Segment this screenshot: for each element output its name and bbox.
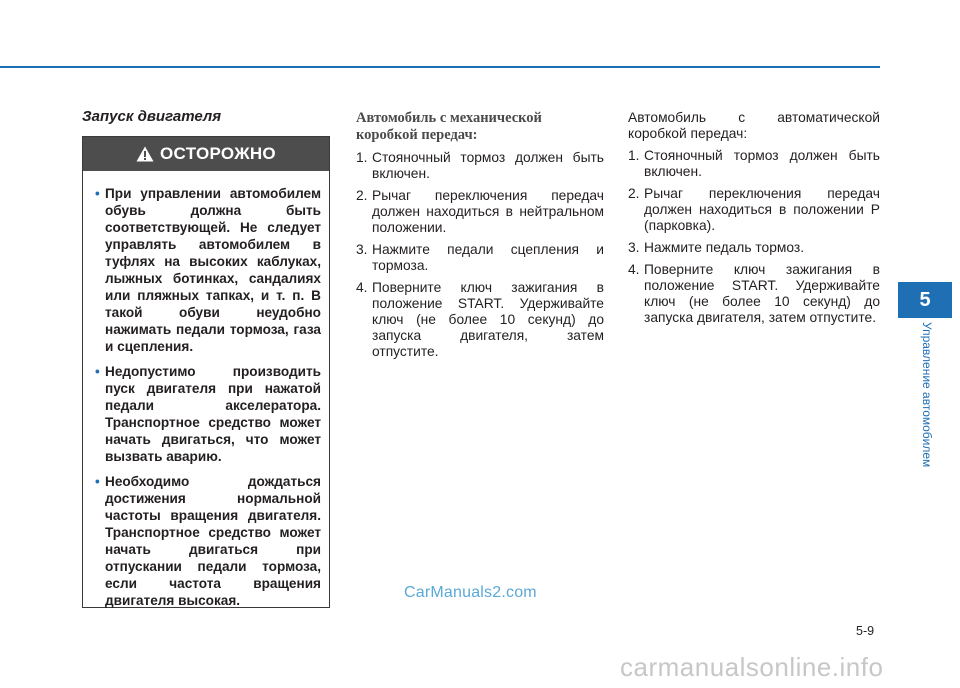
warning-header bbox=[83, 137, 329, 171]
step-number: 4. bbox=[356, 280, 368, 295]
automatic-step bbox=[628, 186, 880, 234]
warning-item bbox=[95, 185, 321, 355]
warning-list bbox=[83, 171, 329, 609]
step-number: 2. bbox=[356, 188, 368, 203]
page-number: 5-9 bbox=[856, 624, 875, 638]
automatic-step bbox=[628, 148, 880, 180]
step-number: 3. bbox=[356, 242, 368, 257]
warning-triangle-icon bbox=[136, 146, 154, 162]
warning-item-text: Недопустимо производить пуск двигателя при нажатой педали акселератора. Транспортное средство может начать двигаться, что может вызвать аварию. bbox=[105, 364, 321, 464]
step-text: Поверните ключ зажигания в положение START. Удерживайте ключ (не более 10 секунд) до запуска двигателя, затем отпустите. bbox=[644, 262, 880, 325]
manual-step bbox=[356, 242, 604, 274]
section-title: Запуск двигателя bbox=[82, 108, 222, 125]
step-number: 4. bbox=[628, 262, 640, 277]
manual-steps bbox=[356, 150, 604, 360]
top-rule bbox=[0, 66, 880, 68]
automatic-heading: Автомобиль с автоматической коробкой передач: bbox=[628, 110, 880, 141]
automatic-step bbox=[628, 262, 880, 326]
chapter-label: Управление автомобилем bbox=[920, 322, 934, 468]
step-number: 3. bbox=[628, 240, 640, 255]
warning-header-label: ОСТОРОЖНО bbox=[160, 144, 276, 163]
step-text: Стояночный тормоз должен быть включен. bbox=[644, 148, 880, 179]
automatic-transmission-column bbox=[628, 110, 880, 332]
warning-item bbox=[95, 363, 321, 465]
automatic-step bbox=[628, 240, 880, 256]
footer-site-watermark: carmanualsonline.info bbox=[620, 652, 884, 682]
step-text: Стояночный тормоз должен быть включен. bbox=[372, 150, 604, 181]
warning-box bbox=[82, 136, 330, 608]
bullet-icon: • bbox=[95, 474, 100, 489]
warning-item-text: При управлении автомобилем обувь должна быть соответствующей. Не следует управлять автомобилем в туфлях на высоких каблуках, лыжных ботинках, сандалиях или пляжных тапках, и т. п. В такой обуви неудобно нажимать педали тормоза, газа и сцепления. bbox=[105, 186, 321, 354]
warning-item bbox=[95, 473, 321, 609]
manual-step bbox=[356, 188, 604, 236]
step-text: Нажмите педали сцепления и тормоза. bbox=[372, 242, 604, 273]
bullet-icon: • bbox=[95, 186, 100, 201]
manual-step bbox=[356, 280, 604, 360]
step-text: Рычаг переключения передач должен находиться в положении Р (парковка). bbox=[644, 186, 880, 233]
manual-heading: Автомобиль с механической коробкой передач: bbox=[356, 110, 542, 143]
step-text: Нажмите педаль тормоз. bbox=[644, 240, 805, 255]
warning-item-text: Необходимо дождаться достижения нормальной частоты вращения двигателя. Транспортное средство может начать двигаться при отпускании педали тормоза, если частота вращения двигателя высокая. bbox=[105, 474, 321, 608]
step-text: Рычаг переключения передач должен находиться в нейтральном положении. bbox=[372, 188, 604, 235]
step-number: 1. bbox=[356, 150, 368, 165]
manual-step bbox=[356, 150, 604, 182]
step-number: 1. bbox=[628, 148, 640, 163]
step-number: 2. bbox=[628, 186, 640, 201]
bullet-icon: • bbox=[95, 364, 100, 379]
automatic-steps bbox=[628, 148, 880, 326]
manual-transmission-column bbox=[356, 110, 604, 366]
chapter-tab: 5 bbox=[898, 282, 952, 318]
watermark: CarManuals2.com bbox=[404, 584, 537, 601]
step-text: Поверните ключ зажигания в положение START. Удерживайте ключ (не более 10 секунд) до запуска двигателя, затем отпустите. bbox=[372, 280, 604, 359]
